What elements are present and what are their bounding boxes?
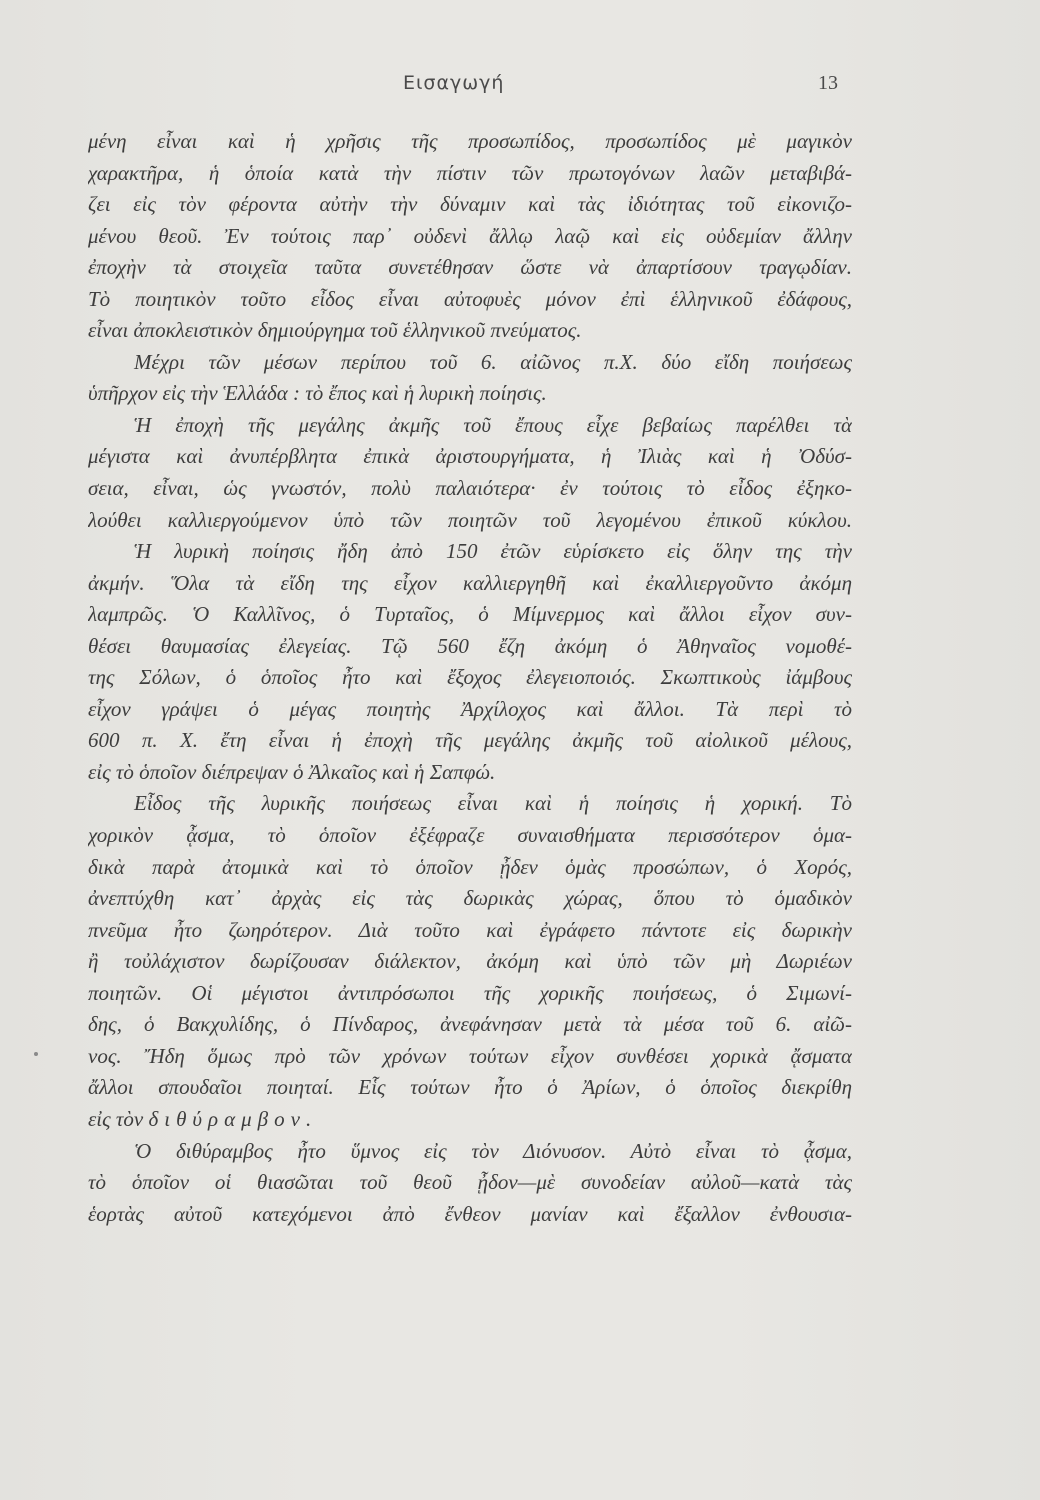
text-line: λούθει καλλιεργούμενον ὑπὸ τῶν ποιητῶν τοῦ λεγομένου ἐπικοῦ κύκλου. bbox=[88, 507, 852, 532]
text-line: ποιητῶν. Οἱ μέγιστοι ἀντιπρόσωποι τῆς χορικῆς ποιήσεως, ὁ Σιμωνί- bbox=[88, 980, 852, 1005]
text-line: λαμπρῶς. Ὁ Καλλῖνος, ὁ Τυρταῖος, ὁ Μίμνερμος καὶ ἄλλοι εἶχον συν- bbox=[88, 602, 852, 627]
text-line: δης, ὁ Βακχυλίδης, ὁ Πίνδαρος, ἀνεφάνησαν μετὰ τὰ μέσα τοῦ 6. αἰῶ- bbox=[88, 1012, 852, 1037]
text-line: ἐποχὴν τὰ στοιχεῖα ταῦτα συνετέθησαν ὥστε νὰ ἀπαρτίσουν τραγῳδίαν. bbox=[88, 255, 852, 280]
text-line: Ἡ λυρικὴ ποίησις ἤδη ἀπὸ 150 ἐτῶν εὑρίσκετο εἰς ὅλην της τὴν bbox=[134, 539, 852, 564]
text-line: μέγιστα καὶ ἀνυπέρβλητα ἐπικὰ ἀριστουργήματα, ἡ Ἰλιὰς καὶ ἡ Ὀδύσ- bbox=[88, 444, 852, 469]
text-line: Ὁ διθύραμβος ἦτο ὕμνος εἰς τὸν Διόνυσον. Αὐτὸ εἶναι τὸ ᾆσμα, bbox=[134, 1138, 852, 1163]
text-line: ζει εἰς τὸν φέροντα αὐτὴν τὴν δύναμιν καὶ τὰς ἰδιότητας τοῦ εἰκονιζο- bbox=[88, 192, 852, 217]
text-line: Ἡ ἐποχὴ τῆς μεγάλης ἀκμῆς τοῦ ἔπους εἶχε βεβαίως παρέλθει τὰ bbox=[134, 412, 852, 437]
text-line: 600 π. Χ. ἔτη εἶναι ἡ ἐποχὴ τῆς μεγάλης ἀκμῆς τοῦ αἰολικοῦ μέλους, bbox=[88, 728, 852, 753]
text-line: της Σόλων, ὁ ὁποῖος ἦτο καὶ ἔξοχος ἐλεγειοποιός. Σκωπτικοὺς ἰάμβους bbox=[88, 665, 852, 690]
text-line: Τὸ ποιητικὸν τοῦτο εἶδος εἶναι αὐτοφυὲς μόνον ἐπὶ ἑλληνικοῦ ἐδάφους, bbox=[88, 286, 852, 311]
text-line: ὑπῆρχον εἰς τὴν Ἑλλάδα : τὸ ἔπος καὶ ἡ λυρικὴ ποίησις. bbox=[88, 381, 547, 406]
text-line: δικὰ παρὰ ἀτομικὰ καὶ τὸ ὁποῖον ᾖδεν ὁμὰς προσώπων, ὁ Χορός, bbox=[88, 854, 852, 879]
page-number: 13 bbox=[818, 72, 838, 94]
running-head bbox=[0, 72, 1040, 102]
text-line: τὸ ὁποῖον οἱ θιασῶται τοῦ θεοῦ ᾖδον—μὲ συνοδείαν αὐλοῦ—κατὰ τὰς bbox=[88, 1170, 852, 1195]
text-line: πνεῦμα ἦτο ζωηρότερον. Διὰ τοῦτο καὶ ἐγράφετο πάντοτε εἰς δωρικὴν bbox=[88, 917, 852, 942]
text-line-start: εἰς τὸν bbox=[88, 1106, 144, 1131]
text-line: ἀνεπτύχθη κατ᾽ ἀρχὰς εἰς τὰς δωρικὰς χώρας, ὅπου τὸ ὁμαδικὸν bbox=[88, 886, 852, 911]
text-line: εἶχον γράψει ὁ μέγας ποιητὴς Ἀρχίλοχος καὶ ἄλλοι. Τὰ περὶ τὸ bbox=[88, 696, 852, 721]
text-line: ἀκμήν. Ὅλα τὰ εἴδη της εἶχον καλλιεργηθῆ καὶ ἐκαλλιεργοῦντο ἀκόμη bbox=[88, 570, 852, 595]
text-line: Εἶδος τῆς λυρικῆς ποιήσεως εἶναι καὶ ἡ ποίησις ἡ χορική. Τὸ bbox=[134, 791, 852, 816]
dithyramb-spaced-word: διθύραμβον. bbox=[148, 1106, 318, 1131]
text-line: ἄλλοι σπουδαῖοι ποιηταί. Εἷς τούτων ἦτο ὁ Ἀρίων, ὁ ὁποῖος διεκρίθη bbox=[88, 1075, 852, 1100]
text-line: εἰς τὸ ὁποῖον διέπρεψαν ὁ Ἀλκαῖος καὶ ἡ Σαπφώ. bbox=[88, 759, 496, 784]
text-line: σεια, εἶναι, ὡς γνωστόν, πολὺ παλαιότερα· ἐν τούτοις τὸ εἶδος ἐξηκο- bbox=[88, 476, 852, 501]
text-line: Μέχρι τῶν μέσων περίπου τοῦ 6. αἰῶνος π.Χ. δύο εἴδη ποιήσεως bbox=[134, 349, 852, 374]
text-line: ἢ τοὐλάχιστον δωρίζουσαν διάλεκτον, ἀκόμη καὶ ὑπὸ τῶν μὴ Δωριέων bbox=[88, 949, 852, 974]
text-line: νος. Ἤδη ὅμως πρὸ τῶν χρόνων τούτων εἶχον συνθέσει χορικὰ ᾄσματα bbox=[88, 1043, 852, 1068]
text-line: μένη εἶναι καὶ ἡ χρῆσις τῆς προσωπίδος, προσωπίδος μὲ μαγικὸν bbox=[88, 129, 852, 153]
text-line: ἑορτὰς αὐτοῦ κατεχόμενοι ἀπὸ ἔνθεον μανίαν καὶ ἔξαλλον ἐνθουσια- bbox=[88, 1201, 852, 1226]
margin-speck bbox=[34, 1052, 38, 1056]
running-head-title: Εισαγωγή bbox=[403, 72, 505, 94]
text-line: χαρακτῆρα, ἡ ὁποία κατὰ τὴν πίστιν τῶν πρωτογόνων λαῶν μεταβιβά- bbox=[88, 160, 852, 185]
text-line bbox=[88, 1104, 852, 1136]
text-line: μένου θεοῦ. Ἐν τούτοις παρ᾽ οὐδενὶ ἄλλῳ λαῷ καὶ εἰς οὐδεμίαν ἄλλην bbox=[88, 223, 852, 248]
body-text bbox=[88, 126, 852, 1230]
text-line: θέσει θαυμασίας ἐλεγείας. Τῷ 560 ἔζη ἀκόμη ὁ Ἀθηναῖος νομοθέ- bbox=[88, 633, 852, 658]
text-line: χορικὸν ᾆσμα, τὸ ὁποῖον ἐξέφραζε συναισθήματα περισσότερον ὁμα- bbox=[88, 823, 852, 848]
text-line: εἶναι ἀποκλειστικὸν δημιούργημα τοῦ ἑλληνικοῦ πνεύματος. bbox=[88, 318, 582, 343]
